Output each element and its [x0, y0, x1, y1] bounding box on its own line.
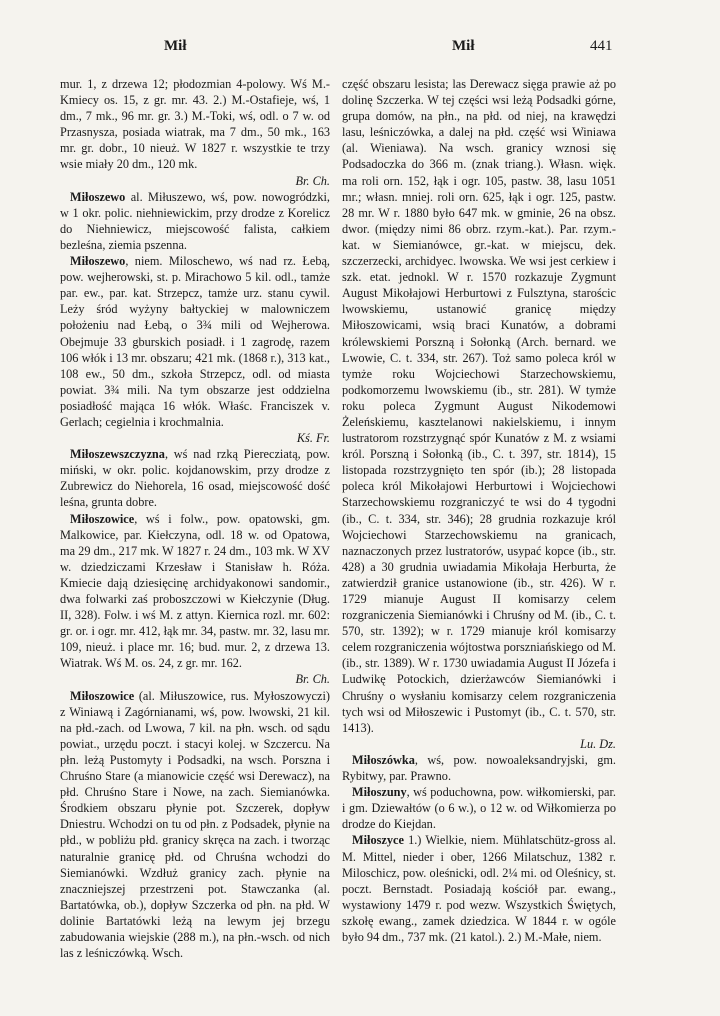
entry-headword: Miłoszyce [352, 833, 404, 848]
entry-headword: Miłoszewo [70, 189, 126, 204]
entry-text: , wś i folw., pow. opatowski, gm. Malkowice, par. Kiełczyna, odl. 18 w. od Opatowa, ma 29 dm., 217 mk. W 1827 r. 24 dm., 103 mk. W XV w. dziedziczami Krzesław i Stanisław h. Róża. Kmiecie dają dziesięcinę archidyakonowi sandomir., dwa folwarki zaś proboszczowi w Kiełczynie (Dług. II, 328). Folw. i wś M. z attyn. Kiernica rozl. mr. 602: gr. or. i ogr. mr. 412, łąk mr. 34, pastw. mr. 32, lasu mr. 109, nieuż. i place mr. 16; bud. mur. 2, z drzewa 13. Wiatrak. Wś M. os. 24, z gr. mr. 162. [60, 511, 330, 671]
entry-text: , wś, pow. nowoaleksandryjski, gm. Rybitwy, par. Prawno. [342, 752, 616, 784]
author-signature: Br. Ch. [295, 672, 330, 687]
entry-headword: Miłoszowice [70, 688, 135, 703]
entry-headword: Miłoszowice [70, 511, 135, 526]
entry-paragraph [342, 832, 616, 945]
entry-text: (al. Miłuszowice, rus. Myłoszowyczi) z Winiawą i Zagórnianami, wś, pow. lwowski, 21 kil. na płd.-zach. od Lwowa, 7 kil. na płn. wsch. od sądu powiat., urzędu poczt. i stacyi kolej. w Szczercu. Na płn. leżą Pustomyty i Podsadki, na wsch. Porszna i Chruśno Stare (a mianowicie część wsi Derewacz), na płd. Chruśno Stare i Nowe, na zach. Siemianówka. Środkiem obszaru płynie pot. Szczerek, dopływ Dniestru. Wchodzi on tu od płn. z Podsadek, płynie na płd., w pobliżu płd. granicy skręca na zach. i tworząc naturalnie granicę płd. od Chruśna wchodzi do Siemianówki. Wzdłuż granicy zach. płynie na znaczniejszej przestrzeni pot. Stawczanka (al. Bartatówka, ob.), dopływ Szczerka od płn. na płd. W dolinie Bartatówki leżą na lewym jej brzegu zabudowania wiejskie (288 m.), na płn.-wsch. od nich las z leśniczówką. Wsch. [60, 688, 330, 961]
entry-paragraph [60, 189, 330, 253]
entry-text: mur. 1, z drzewa 12; płodozmian 4-polowy. Wś M.-Kmiecy os. 15, z gr. mr. 43. 2.) M.-Ostafieje, wś, 1 dm., 7 mk., 96 mr. gr. 3.) M.-Toki, wś, odl. o 7 w. od Przasnysza, posiada wiatrak, ma 7 dm., 50 mk., 163 mr. gr. dobr., 10 nieuż. W 1827 r. wszystkie te trzy wsie miały 20 dm., 120 mk. [60, 77, 330, 172]
left-column [60, 76, 330, 961]
entry-headword: Miłoszuny [352, 785, 407, 800]
page-number: 441 [590, 38, 613, 54]
entry-text: 1.) Wielkie, niem. Mühlatschütz-gross al. M. Mittel, nieder i ober, 1266 Milatschuz, 1382 r. Miloschicz, pow. oleśnicki, odl. 2¼ mi. od Oleśnicy, st. poczt. Bernstadt. Posiadają kościół par. ewang., wystawiony 1479 r. pod wezw. Wszystkich Świętych, szkołę ewang., zamek dziedzica. W 1844 r. w ogóle było 94 dm., 737 mk. (21 katol.). 2.) M.-Małe, niem. [342, 833, 616, 944]
page-header [0, 38, 720, 62]
entry-headword: Miłoszewo [70, 254, 126, 269]
right-column [342, 76, 616, 945]
entry-text: al. Miłuszewo, wś, pow. nowogródzki, w 1 okr. polic. niehniewickim, przy drodze z Korelicz do Niehniewicz, miejscowość falista, całkiem bezleśna, ziemia pszenna. [60, 189, 330, 252]
running-head-center: Mił [452, 38, 475, 54]
author-signature: Kś. Fr. [296, 431, 330, 446]
entry-text: część obszaru lesista; las Derewacz sięga prawie aż po dolinę Szczerka. W tej części wsi leżą Podsadki górne, grupa domów, na płn., na płd. od niej, na krawędzi lasu, leśniczówka, a dalej na płd. część wsi Winiawa (al. Wieniawa). Na wsch. granicy wznosi się Podsadoczka do 366 m. (znak triang.). Własn. więk. ma roli orn. 152, łąk i ogr. 105, pastw. 38, lasu 1051 mr.; własn. mniej. roli orn. 625, łąk i ogr. 125, pastw. 28 mr. W r. 1880 było 647 mk. w gminie, 26 na obsz. dwor. (między nimi 86 obrz. rzym.-kat.). Par. rzym.-kat. w Siemianówce, gr.-kat. w miejscu, dek. szczerzecki, archidyec. lwowska. We wsi jest cerkiew i szk. etat. jednokl. W r. 1570 rozkazuje Zygmunt August Mikołajowi Herburtowi z Fulsztyna, starościc lwowskiemu, ustanowić granicę między Miłoszowicami, wsią braci Kunatów, a dobrami królewskiemi Porszną i Sołonką (Arch. bernard. we Lwowie, C. t. 334, str. 267). Toż samo poleca król w tymże roku Wojciechowi Starzechowskiemu, podkomorzemu lwowskiemu (ib., str. 281). W tymże roku poleca Zygmunt August Nikodemowi Żeleńskiemu, kasztelanowi nakielskiemu, i innym lustratorom rozstrzygnąć spór Kunatów z M. z wsiami król. Porszną i Sołonką (ib., C. t. 397, str. 1814), 15 listopada rozstrzygnięto ten spór (ib.); 28 listopada poleca król Mikołajowi Herburtowi i Wojciechowi Starzechowskiemu rozgraniczyć te wsi do 4 tygodni (ib., C. t. 334, str. 346); 28 grudnia rozkazuje król Wojciechowi Starzechowskiemu na granicach, naznaczonych przez lustratorów, usypać kopce (ib., str. 428) a 30 grudnia uwiadamia Mikołaja Herburta, że zatwierdził granice ustanowione (ib., str. 426). W r. 1729 mianuje August II komisarzy celem rozgraniczenia Siemianówki i Chruśny od M. (ib., C. t. 570, str. 1392); w r. 1729 mianuje król komisarzy celem rozgraniczenia wójtostwa porszniańskiego od M. (ib., str. 1389). W r. 1730 uwiadamia August II Józefa i Ludwikę Potockich, dzierżawców Siemianówki i Chruśny o wysłaniu komisarzy celem rozgraniczenia tych wsi od Miłoszewic i Pustomyt (ib., C. t. 570, str. 1413). [342, 77, 616, 735]
author-signature: Lu. Dz. [580, 736, 616, 751]
entry-paragraph [342, 76, 616, 752]
entry-text: , wś nad rzką Pierecziatą, pow. miński, w okr. polic. kojdanowskim, przy drodze z Zubrewicz do Niehorela, 16 osad, miejscowość dość leśna, grunta dobre. [60, 447, 330, 510]
running-head-left: Mił [164, 38, 187, 54]
entry-paragraph [342, 752, 616, 784]
entry-text: , niem. Miloschewo, wś nad rz. Łebą, pow. wejherowski, st. p. Mirachowo 5 kil. odl., tamże par. ew., par. kat. Strzepcz, tamże urz. stanu cywil. Leży śród wyżyny bałtyckiej w malowniczem położeniu nad Łebą, o 3¾ mili od Wejherowa. Obejmuje 33 gburskich posiadł. i 1 zagrodę, razem 106 włók i 13 mr. obszaru; 421 mk. (1868 r.), 313 kat., 108 ew., 50 dm., szkoła Strzepcz, odl. od miasta powiat. 3¾ mili. Na tym obszarze jest oddzielna posiadłość mająca 16 włók. Właśc. Franciszek v. Gerlach; cegielnia i krochmalnia. [60, 254, 330, 429]
entry-text: , wś poduchowna, pow. wiłkomierski, par. i gm. Dziewałtów (o 6 w.), o 12 w. od Wiłkomierza po drodze do Kiejdan. [342, 785, 616, 832]
entry-headword: Miłoszewszczyzna [70, 447, 165, 462]
entry-paragraph [60, 688, 330, 962]
entry-paragraph [60, 446, 330, 510]
author-signature: Br. Ch. [295, 173, 330, 188]
entry-headword: Miłoszówka [352, 752, 415, 767]
entry-paragraph [342, 784, 616, 832]
entry-paragraph [60, 76, 330, 189]
entry-paragraph [60, 511, 330, 688]
entry-paragraph [60, 253, 330, 446]
